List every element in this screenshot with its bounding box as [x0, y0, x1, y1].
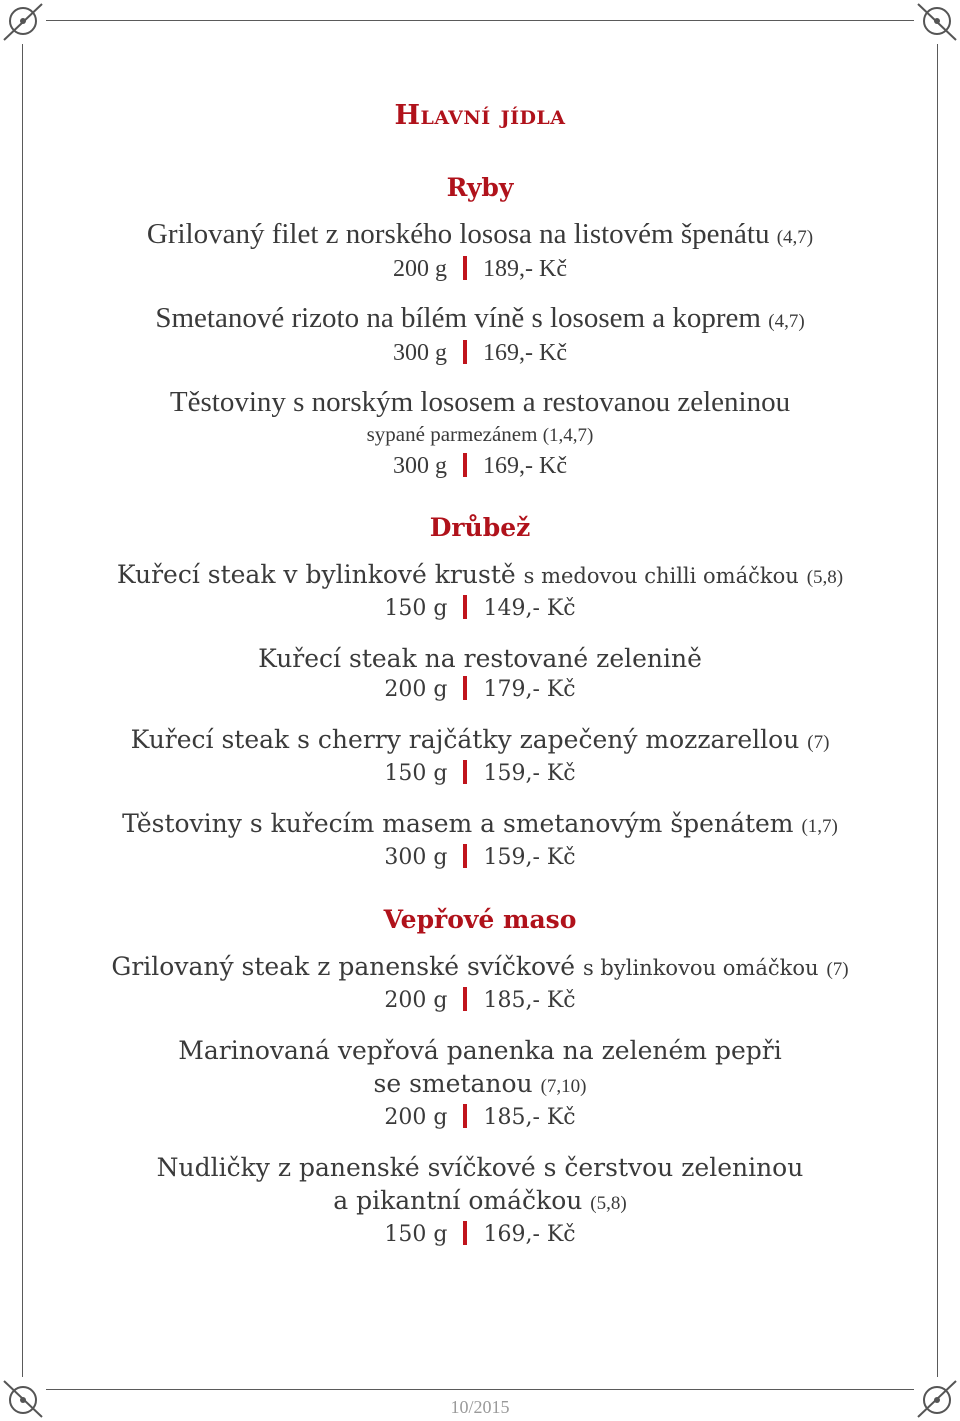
item-name-continued: a pikantní omáčkou: [333, 1186, 583, 1215]
item-allergens: (1,4,7): [542, 425, 594, 446]
item-allergens: (4,7): [768, 311, 805, 332]
item-allergens: (7): [826, 959, 849, 980]
item-name: Grilovaný steak z panenské svíčkové: [111, 952, 576, 981]
item-sub: sypané parmezánem: [366, 422, 538, 446]
item-weight: 300 g: [384, 845, 448, 870]
section-title-drubez: Drůbež: [429, 513, 531, 542]
item-price: 189,- Kč: [483, 256, 567, 282]
item-weight: 200 g: [384, 1105, 448, 1130]
item-price: 169,- Kč: [483, 340, 567, 366]
item-name: Kuřecí steak na restované zelenině: [258, 644, 702, 673]
item-name-continued: se smetanou: [373, 1069, 533, 1098]
frame-right-line: [937, 44, 938, 1377]
separator-bar: [463, 595, 467, 619]
item-price: 159,- Kč: [483, 845, 576, 870]
item-weight: 150 g: [384, 596, 448, 621]
frame-bottom-line: [46, 1389, 914, 1390]
menu-item: [40, 950, 920, 1016]
item-price: 185,- Kč: [483, 1105, 576, 1130]
item-allergens: (5,8): [806, 567, 844, 588]
item-allergens: (7): [807, 732, 830, 753]
menu-content: [40, 100, 920, 1268]
item-weight: 200 g: [384, 677, 448, 702]
item-allergens: (7,10): [540, 1076, 587, 1097]
corner-ornament-icon: [914, 0, 960, 46]
item-name: Kuřecí steak s cherry rajčátky zapečený mozzarellou: [130, 725, 800, 754]
item-price: 169,- Kč: [483, 453, 567, 479]
item-allergens: (1,7): [801, 816, 838, 837]
section-title-veprove: Vepřové maso: [383, 905, 577, 934]
menu-item: [40, 807, 920, 873]
item-weight: 300 g: [393, 453, 447, 479]
item-name: Těstoviny s kuřecím masem a smetanovým špenátem: [122, 809, 794, 838]
item-weight: 200 g: [393, 256, 447, 282]
item-weight: 150 g: [384, 761, 448, 786]
item-name: Smetanové rizoto na bílém víně s lososem a koprem: [155, 302, 761, 334]
corner-ornament-icon: [0, 0, 46, 46]
menu-item: [40, 1034, 920, 1133]
item-sub: s medovou chilli omáčkou: [523, 564, 799, 588]
item-name: Těstoviny s norským lososem a restovanou zeleninou: [169, 386, 791, 418]
menu-item: [40, 1151, 920, 1250]
item-price: 179,- Kč: [483, 677, 576, 702]
item-weight: 150 g: [384, 1222, 448, 1247]
frame-top-line: [46, 20, 914, 21]
separator-bar: [463, 844, 467, 868]
item-allergens: (4,7): [776, 227, 814, 248]
menu-item: [40, 723, 920, 789]
menu-item: [40, 302, 920, 368]
menu-item: [40, 642, 920, 705]
menu-item: [40, 218, 920, 284]
separator-bar: [463, 1221, 467, 1245]
menu-item: [40, 386, 920, 481]
menu-item: [40, 558, 920, 624]
item-allergens: (5,8): [590, 1193, 627, 1214]
item-name: Nudličky z panenské svíčkové s čerstvou zeleninou: [156, 1153, 804, 1182]
separator-bar: [463, 760, 467, 784]
item-name: Kuřecí steak v bylinkové krustě: [116, 560, 516, 589]
item-name: Marinovaná vepřová panenka na zeleném pepři: [178, 1036, 782, 1065]
item-weight: 200 g: [384, 988, 448, 1013]
item-price: 185,- Kč: [483, 988, 576, 1013]
separator-bar: [463, 1104, 467, 1128]
item-price: 159,- Kč: [483, 761, 576, 786]
separator-bar: [463, 256, 467, 280]
item-price: 149,- Kč: [483, 596, 576, 621]
page-title: Hlavní jídla: [394, 100, 566, 131]
separator-bar: [463, 340, 467, 364]
item-weight: 300 g: [393, 340, 447, 366]
separator-bar: [463, 676, 467, 700]
frame-left-line: [22, 44, 23, 1377]
separator-bar: [463, 453, 467, 477]
item-sub: s bylinkovou omáčkou: [582, 956, 819, 980]
section-title-ryby: Ryby: [446, 173, 514, 202]
page-footer-date: 10/2015: [450, 1397, 510, 1417]
separator-bar: [463, 987, 467, 1011]
item-name: Grilovaný filet z norského lososa na listovém špenátu: [146, 218, 770, 250]
item-price: 169,- Kč: [483, 1222, 576, 1247]
